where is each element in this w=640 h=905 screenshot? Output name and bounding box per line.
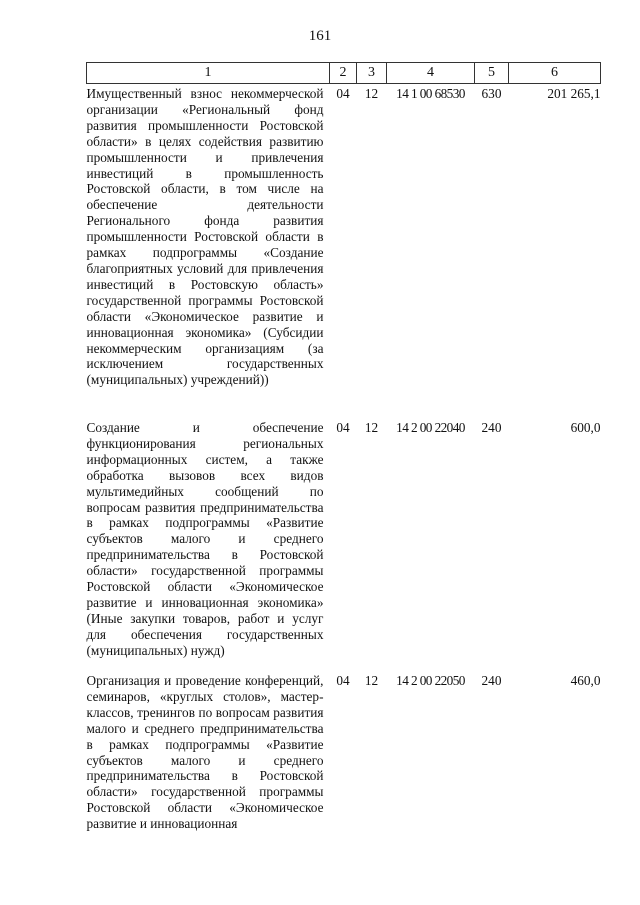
row-description: Имущественный взнос некоммерческой организации «Региональный фонд развития промышленности Ростовской области» в целях содействия развитию промышленности и привлечения инвестиций в промышленность Ростовской области, в том числе на обеспечение деятельности Регионального фонда развития промышленности Ростовской области в рамках подпрограммы «Создание благоприятных условий для привлечения инвестиций в Ростовскую область» государственной программы Ростовской области «Экономическое развитие и инновационная экономика» (Субсидии некоммерческим организациям (за исключением государственных (муниципальных) учреждений)) xyxy=(86,86,324,388)
row-amount: 600,0 xyxy=(570,420,601,435)
row-target-article: 14 1 00 68530 xyxy=(396,86,465,101)
row-section: 04 xyxy=(336,420,350,435)
row-expense-type: 240 xyxy=(481,420,502,435)
column-header-5: 5 xyxy=(475,63,509,84)
row-description: Организация и проведение конференций, семинаров, «круглых столов», мастер-классов, тренингов по вопросам развития малого и среднего предпринимательства в рамках подпрограммы «Развитие субъектов малого и среднего предпринимательства в Ростовской области» государственной программы Ростовской области «Экономическое развитие и инновационная xyxy=(86,673,324,832)
row-amount: 460,0 xyxy=(570,673,601,688)
row-subsection: 12 xyxy=(364,673,379,688)
row-expense-type: 630 xyxy=(481,86,502,101)
table-header xyxy=(87,63,601,84)
row-subsection: 12 xyxy=(364,86,379,101)
row-amount: 201 265,1 xyxy=(547,86,601,101)
table-row xyxy=(87,84,601,418)
row-expense-type: 240 xyxy=(481,673,502,688)
row-description: Создание и обеспечение функционирования региональных информационных систем, а также обработка вызовов всех видов мультимедийных сообщений по вопросам развития предпринимательства в рамках подпрограммы «Развитие субъектов малого и среднего предпринимательства в Ростовской области» государственной программы Ростовской области «Экономическое развитие и инновационная экономика» (Иные закупки товаров, работ и услуг для обеспечения государственных (муниципальных) нужд) xyxy=(86,420,324,658)
budget-table xyxy=(86,62,601,832)
column-header-2: 2 xyxy=(330,63,357,84)
table-row xyxy=(87,669,601,832)
row-section: 04 xyxy=(336,86,350,101)
row-target-article: 14 2 00 22040 xyxy=(396,420,465,435)
column-header-3: 3 xyxy=(357,63,387,84)
column-header-1: 1 xyxy=(87,63,330,84)
row-section: 04 xyxy=(336,673,350,688)
column-header-4: 4 xyxy=(387,63,475,84)
page-number: 161 xyxy=(308,28,332,44)
column-header-6: 6 xyxy=(509,63,601,84)
table-row xyxy=(87,417,601,669)
row-target-article: 14 2 00 22050 xyxy=(396,673,465,688)
row-subsection: 12 xyxy=(364,420,379,435)
